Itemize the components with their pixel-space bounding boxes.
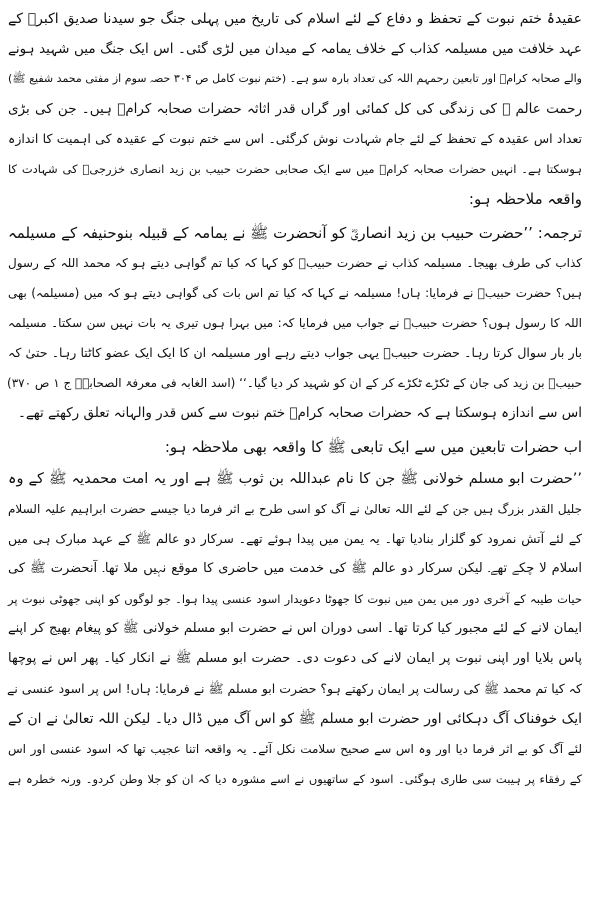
text-line: ایک خوفناک آگ دہکائی اور حضرت ابو مسلم ﷺ کو اس آگ میں ڈال دیا۔ لیکن اللہ تعالیٰ نے ان کے [8, 711, 582, 727]
text-line: واقعہ ملاحظہ ہو: [468, 190, 582, 208]
text-line: اس سے اندازہ ہوسکتا ہے کہ حضرات صحابہ کرامؓ ختم نبوت سے کس قدر والہانہ تعلق رکھتے تھے۔ [17, 405, 582, 421]
text-line: تعداد اس عقیدہ کے تحفظ کے لئے جام شہادت نوش کرگئی۔ اس سے ختم نبوت کے عقیدہ کی اہمیت کا اندازہ [8, 131, 582, 146]
text-line: جلیل القدر بزرگ ہیں جن کے لئے اللہ تعالیٰ نے آگ کو اسی طرح بے اثر فرما دیا جیسے حضرت ابراہیم علیہ السلام [8, 502, 582, 516]
text-line-citation: والے صحابہ کرامؓ اور تابعین رحمہم اللہ کی تعداد بارہ سو ہے۔ (ختم نبوت کامل ص ۳۰۴ حصہ سوم از مفتی محمد شفیع ﷺ) [8, 72, 582, 85]
text-line: رحمت عالم ﷺ کی زندگی کی کل کمائی اور گراں قدر اثاثہ حضرات صحابہ کرامؓ ہیں۔ جن کی بڑی [8, 101, 582, 117]
text-line: ترجمہ: ’’حضرت حبیب بن زید انصاریؓ کو آنحضرت ﷺ نے یمامہ کے قبیلہ بنوحنیفہ کے مسیلمہ [8, 224, 582, 242]
text-line: عہد خلافت میں مسیلمہ کذاب کے خلاف یمامہ کے میدان میں لڑی گئی۔ اس ایک جنگ میں شہید ہونے [8, 41, 582, 57]
text-line: لئے آگ کو بے اثر فرما دیا اور وہ اس سے صحیح سلامت نکل آئے۔ یہ واقعہ اتنا عجیب تھا کہ اسود عنسی اور اس [8, 742, 582, 756]
text-line: اسلام لا چکے تھے۔ لیکن سرکار دو عالم ﷺ کی خدمت میں حاضری کا موقع نہیں ملا تھا۔ آنحضرت ﷺ کی [8, 561, 582, 576]
paragraph-intro [8, 4, 582, 214]
text-line: ’’حضرت ابو مسلم خولانی ﷺ جن کا نام عبداللہ بن ثوب ﷺ ہے اور یہ امت محمدیہ ﷺ کے وہ [8, 471, 582, 487]
text-line: کہ کیا تم محمد ﷺ کی رسالت پر ایمان رکھتے ہو؟ حضرت ابو مسلم ﷺ نے فرمایا: ہاں! اس پر اسود عنسی نے [7, 681, 582, 696]
paragraph-translation [8, 218, 582, 428]
text-line: حیات طیبہ کے آخری دور میں یمن میں نبوت کا جھوٹا دعویدار اسود عنسی پیدا ہوا۔ جو لوگوں کو اپنی جھوٹی نبوت پر [8, 592, 582, 606]
text-line: بار بار سوال کرتا رہا۔ حضرت حبیبؓ یہی جواب دیتے رہے اور مسیلمہ ان کا ایک ایک عضو کاٹتا رہا۔ حتیٰ کہ [8, 345, 582, 360]
text-line: کے رفقاء پر ہیبت سی طاری ہوگئی۔ اسود کے ساتھیوں نے اسے مشورہ دیا کہ ان کو جلا وطن کردو۔ ورنہ خطرہ ہے [8, 772, 582, 786]
text-line: عقیدۂ ختم نبوت کے تحفظ و دفاع کے لئے اسلام کی تاریخ میں پہلی جنگ جو سیدنا صدیق اکبرؓ کے [8, 11, 582, 27]
text-line-citation: حبیبؓ بن زید کی جان کے ٹکڑے ٹکڑے کر کے ان کو شہید کر دیا گیا۔‘‘ (اسد الغابہ فی معرفۃ الصحابہؓ ج ۱ ص ۳۷۰) [7, 376, 582, 390]
text-line: اللہ کا رسول ہوں؟ حضرت حبیبؓ نے جواب میں فرمایا کہ: میں بہرا ہوں تیری یہ بات نہیں سن سکتا۔ مسیلمہ [8, 316, 582, 330]
text-line: ایمان لانے کے لئے مجبور کیا کرتا تھا۔ اسی دوران اس نے حضرت ابو مسلم خولانی ﷺ کو پیغام بھیج کر اپنے [8, 621, 582, 636]
paragraph-tabiin-heading [8, 432, 582, 462]
text-line: اب حضرات تابعین میں سے ایک تابعی ﷺ کا واقعہ بھی ملاحظہ ہو: [164, 438, 582, 456]
text-line: کذاب کی طرف بھیجا۔ مسیلمہ کذاب نے حضرت حبیبؓ کو کہا کہ کیا تم گواہی دیتے ہو کہ محمد اللہ کے رسول [8, 256, 582, 270]
text-line: ہوسکتا ہے۔ انہیں حضرات صحابہ کرامؓ میں سے ایک صحابی حضرت حبیب بن زید انصاری خزرجیؓ کی شہادت کا [8, 162, 582, 176]
text-line: ہیں؟ حضرت حبیبؓ نے فرمایا: ہاں! مسیلمہ نے کہا کہ کیا تم اس بات کی گواہی دیتے ہو کہ میں (مسیلمہ) بھی [8, 286, 583, 300]
text-line: کے لئے آتش نمرود کو گلزار بنادیا تھا۔ یہ یمن میں پیدا ہوئے تھے۔ سرکار دو عالم ﷺ کے عہد مبارک ہی میں [8, 531, 582, 546]
text-line: پاس بلایا اور اپنی نبوت پر ایمان لانے کی دعوت دی۔ حضرت ابو مسلم ﷺ نے انکار کیا۔ پھر اس نے پوچھا [8, 651, 582, 666]
paragraph-abu-muslim [8, 464, 582, 794]
